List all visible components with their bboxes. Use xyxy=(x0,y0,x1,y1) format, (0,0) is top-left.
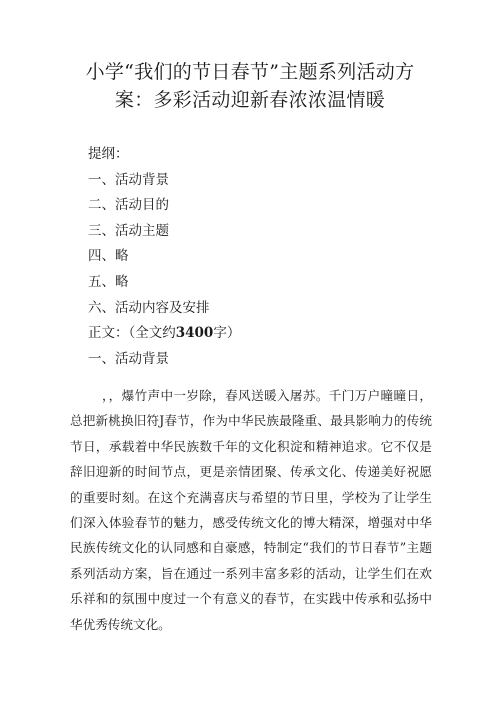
outline-label: 提纲： xyxy=(88,146,129,162)
body-label-suffix: 字） xyxy=(213,325,241,342)
body-label xyxy=(88,321,240,347)
outline-item-6: 六、活动内容及安排 xyxy=(88,299,210,316)
outline-item-1: 一、活动背景 xyxy=(88,171,169,188)
outline-section xyxy=(88,142,240,372)
section-1-heading: 一、活动背景 xyxy=(88,350,169,367)
title-line-2: 案：多彩活动迎新春浓浓温情暖 xyxy=(114,89,386,111)
title-line-1: 小学“我们的节日春节”主题系列活动方 xyxy=(85,61,415,83)
word-count: 3400 xyxy=(175,325,214,342)
outline-item-3: 三、活动主题 xyxy=(88,222,169,239)
section-1-paragraph: ，，爆竹声中一岁除，春风送暖入屠苏。千门万户曈曈日，总把新桃换旧符J春节，作为中华民族最隆重、最具影响力的传统节日，承载着中华民族数千年的文化积淀和精神追求。它不仅是辞旧迎新的时间节点，更是亲情团聚、传承文化、传递美好祝愿的重要时刻。在这个充满喜庆与希望的节日里，学校为了让学生们深入体验春节的魅力，感受传统文化的博大精深，增强对中华民族传统文化的认同感和自豪感，特制定“我们的节日春节”主题系列活动方案，旨在通过一系列丰富多彩的活动，让学生们在欢乐祥和的氛围中度过一个有意义的春节，在实践中传承和弘扬中华优秀传统文化。 xyxy=(70,388,432,632)
outline-item-2: 二、活动目的 xyxy=(88,197,169,214)
outline-item-4: 四、略 xyxy=(88,248,129,265)
document-title xyxy=(60,58,440,114)
outline-item-5: 五、略 xyxy=(88,273,129,290)
body-label-prefix: 正文：（全文约 xyxy=(88,325,176,342)
